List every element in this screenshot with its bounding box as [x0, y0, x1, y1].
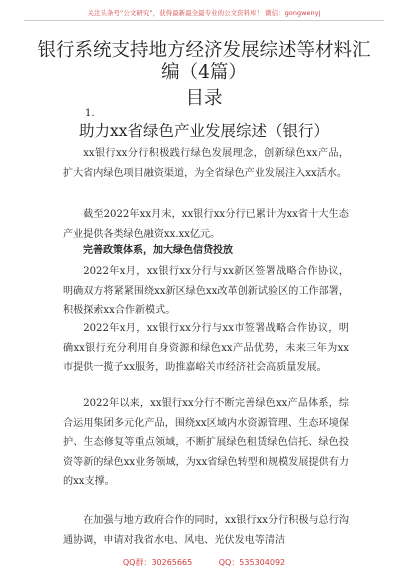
paragraph-3: 2022年x月，xx银行xx分行与xx新区签署战略合作协议，明确双方将紧紧围绕xx新区绿色xx改革创新试验区的工作部署，积极探索xx合作新模式。 — [63, 266, 349, 317]
footer-contact — [0, 557, 408, 568]
document-title — [30, 40, 378, 84]
top-banner: 关注头条号“公文研究”，获得最新最全最专业的公文资料库！ 微信：gongwenyj — [24, 8, 384, 21]
footer-qq: QQ：535304092 — [218, 558, 286, 567]
paragraph-1: xx银行xx分行积极践行绿色发展理念，创新绿色xx产品，扩大省内绿色项目融资渠道，为全省绿色产业发展注入xx活水。 — [63, 148, 349, 179]
paragraph-2: 截至2022年xx月末，xx银行xx分行已累计为xx省十大生态产业提供各类绿色融资xx.xx亿元。 — [63, 209, 349, 240]
title-line-2: 编（4篇） — [161, 62, 247, 83]
paragraph-5: 2022年以来，xx银行xx分行不断完善绿色xx产品体系，综合运用集团多元化产品，围绕xx区域内水资源管理、生态环境保护、生态修复等重点领域，不断扩展绿色租赁绿色信托、绿色投资等新的绿色xx业务领域，为xx省绿色转型和规模发展提供有力的xx支撑。 — [63, 398, 349, 488]
section-heading: 助力xx省绿色产业发展综述（银行） — [79, 122, 329, 140]
bold-subheading: 完善政策体系，加大绿色信贷投放 — [83, 245, 233, 256]
paragraph-6: 在加强与地方政府合作的同时，xx银行xx分行积极与总行沟通协调，申请对我省水电、风电、光伏发电等清洁 — [63, 515, 349, 546]
title-line-1: 银行系统支持地方经济发展综述等材料汇 — [37, 40, 371, 61]
toc-label: 目录 — [185, 88, 223, 109]
item-number: 1. — [85, 108, 95, 119]
paragraph-4: 2022年x月，xx银行xx分行与xx市签署战略合作协议，明确xx银行充分利用自身资源和绿色xx产品优势，未来三年为xx市提供一揽子xx服务，助推嘉峪关市经济社会高质量发展。 — [63, 323, 349, 374]
footer-qq-group: QQ群：30265665 — [122, 558, 193, 567]
